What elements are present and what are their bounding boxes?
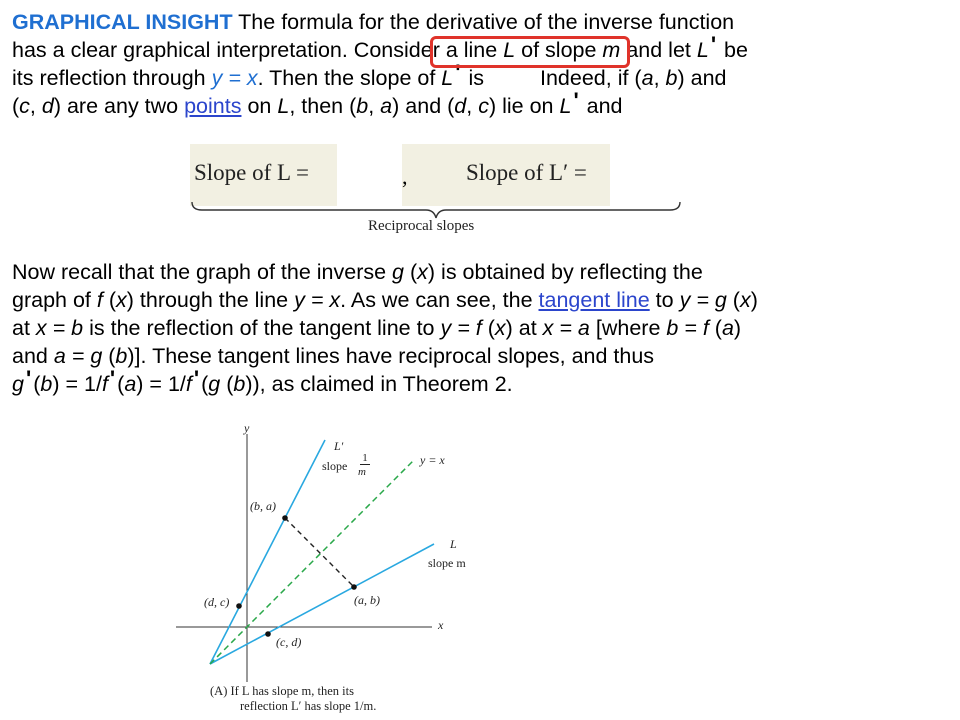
line-L-prime bbox=[210, 440, 325, 664]
text: )]. These tangent lines have reciprocal slopes, and thus bbox=[127, 344, 655, 368]
text: Now recall that the graph of the inverse bbox=[12, 260, 393, 284]
text: ( bbox=[201, 372, 209, 396]
y-equals-x-label: y = x bbox=[420, 453, 445, 467]
var-a: a bbox=[641, 66, 654, 90]
text: of slope bbox=[515, 38, 603, 62]
reflection-connector bbox=[285, 518, 354, 587]
prime-mark: ' bbox=[455, 60, 461, 85]
body-paragraph bbox=[12, 258, 948, 398]
prime-mark: ' bbox=[573, 88, 579, 113]
var-x: x bbox=[417, 260, 428, 284]
point-c-d-label: (c, d) bbox=[276, 635, 302, 649]
prime-mark: ' bbox=[193, 366, 200, 391]
var-L: L bbox=[441, 66, 454, 90]
var-b: b bbox=[356, 94, 369, 118]
slope-m-label: slope m bbox=[428, 556, 466, 570]
text: ( bbox=[102, 344, 116, 368]
text: ) bbox=[750, 288, 758, 312]
text: is bbox=[462, 66, 484, 90]
var-x: x bbox=[116, 288, 127, 312]
intro-line-1 bbox=[12, 8, 948, 36]
text: at bbox=[12, 316, 36, 340]
line-L bbox=[210, 544, 434, 664]
var-g: g bbox=[392, 260, 405, 284]
section-title: GRAPHICAL INSIGHT bbox=[12, 10, 233, 34]
var-m: m bbox=[602, 38, 621, 62]
body-line-2 bbox=[12, 286, 948, 314]
text: ) = 1/ bbox=[52, 372, 102, 396]
var-L: L bbox=[696, 38, 709, 62]
text: has a clear graphical interpretation. Consider a line bbox=[12, 38, 504, 62]
var-b: b bbox=[115, 344, 128, 368]
y-equals-x: y = x bbox=[211, 66, 258, 90]
text: ( bbox=[481, 316, 495, 340]
text: , bbox=[653, 66, 666, 90]
var-b: b bbox=[40, 372, 53, 396]
text: graph of bbox=[12, 288, 97, 312]
var-b: b bbox=[665, 66, 678, 90]
text: ( bbox=[220, 372, 234, 396]
text: ( bbox=[102, 288, 116, 312]
text: ) is obtained by reflecting the bbox=[427, 260, 703, 284]
text: , then ( bbox=[289, 94, 357, 118]
var-L: L bbox=[277, 94, 290, 118]
var-x: x bbox=[494, 316, 506, 340]
text: ) and ( bbox=[392, 94, 455, 118]
slope-of-L-label: Slope of L = bbox=[194, 160, 309, 185]
body-line-5 bbox=[12, 366, 948, 398]
var-f: f bbox=[101, 372, 108, 396]
text: Indeed, if ( bbox=[540, 66, 642, 90]
point-a-b-label: (a, b) bbox=[354, 593, 380, 607]
text: , bbox=[466, 94, 479, 118]
text: its reflection through bbox=[12, 66, 212, 90]
point-c-d bbox=[265, 631, 271, 637]
point-b-a-label: (b, a) bbox=[250, 499, 276, 513]
var-g: g bbox=[12, 372, 24, 396]
prime-mark: ' bbox=[25, 366, 32, 391]
L-prime-label: L′ bbox=[334, 439, 344, 453]
var-c: c bbox=[19, 94, 30, 118]
figure-caption bbox=[210, 684, 376, 714]
text: to bbox=[649, 288, 680, 312]
x-axis-label: x bbox=[438, 618, 444, 632]
prime-mark: ' bbox=[109, 366, 116, 391]
text: ( bbox=[12, 94, 20, 118]
text: The formula for the derivative of the inverse function bbox=[232, 10, 735, 34]
var-c: c bbox=[478, 94, 489, 118]
y-axis-label: y bbox=[244, 421, 250, 435]
point-d-c-label: (d, c) bbox=[204, 595, 230, 609]
formula-comma: , bbox=[402, 164, 408, 189]
y-equals-g: y = g bbox=[679, 288, 727, 312]
text: . Then the slope of bbox=[257, 66, 442, 90]
y-equals-x: y = x bbox=[294, 288, 341, 312]
var-a: a bbox=[721, 316, 734, 340]
text: ) at bbox=[505, 316, 543, 340]
text: ( bbox=[117, 372, 125, 396]
var-a: a bbox=[380, 94, 393, 118]
reciprocal-slopes-label: Reciprocal slopes bbox=[368, 218, 475, 234]
fraction-denominator: m bbox=[358, 466, 366, 478]
text: ) and bbox=[677, 66, 727, 90]
slope-of-Lprime-label: Slope of L′ = bbox=[466, 160, 587, 185]
text: ) are any two bbox=[53, 94, 185, 118]
body-line-4 bbox=[12, 342, 948, 370]
point-a-b bbox=[351, 584, 357, 590]
text: be bbox=[718, 38, 748, 62]
text: ( bbox=[404, 260, 418, 284]
line-y-equals-x bbox=[210, 460, 414, 664]
var-x: x bbox=[739, 288, 751, 312]
var-d: d bbox=[41, 94, 54, 118]
y-equals-f: y = f bbox=[440, 316, 482, 340]
text: and bbox=[12, 344, 54, 368]
points-link[interactable]: points bbox=[184, 94, 242, 118]
text: [where bbox=[589, 316, 667, 340]
text: and let bbox=[620, 38, 697, 62]
point-d-c bbox=[236, 603, 242, 609]
text: is the reflection of the tangent line to bbox=[83, 316, 441, 340]
text: )), as claimed in Theorem 2. bbox=[245, 372, 513, 396]
reflection-figure bbox=[170, 420, 470, 720]
text: , bbox=[368, 94, 381, 118]
var-d: d bbox=[454, 94, 467, 118]
body-line-1 bbox=[12, 258, 948, 286]
intro-line-3 bbox=[12, 60, 948, 92]
intro-line-4 bbox=[12, 88, 948, 120]
text: ) through the line bbox=[126, 288, 295, 312]
caption-line-2: reflection L′ has slope 1/m. bbox=[240, 699, 377, 713]
var-b: b bbox=[233, 372, 246, 396]
var-L: L bbox=[559, 94, 572, 118]
var-g: g bbox=[208, 372, 221, 396]
a-equals-g: a = g bbox=[53, 344, 103, 368]
body-line-3 bbox=[12, 314, 948, 342]
text: ) bbox=[733, 316, 742, 340]
highlight-box bbox=[430, 36, 630, 68]
text: ) = 1/ bbox=[136, 372, 186, 396]
fraction-numerator: 1 bbox=[360, 453, 370, 465]
var-f: f bbox=[185, 372, 192, 396]
b-equals-f: b = f bbox=[666, 316, 709, 340]
text: ( bbox=[33, 372, 41, 396]
reciprocal-slopes-formula bbox=[190, 144, 682, 240]
var-a: a bbox=[124, 372, 137, 396]
var-L: L bbox=[503, 38, 516, 62]
var-f: f bbox=[96, 288, 103, 312]
text: ( bbox=[708, 316, 722, 340]
slope-word-label: slope bbox=[322, 459, 348, 473]
point-b-a bbox=[282, 515, 288, 521]
x-equals-a: x = a bbox=[542, 316, 590, 340]
tangent-line-link[interactable]: tangent line bbox=[538, 288, 650, 312]
text: . As we can see, the bbox=[340, 288, 539, 312]
x-equals-b: x = b bbox=[35, 316, 84, 340]
L-label: L bbox=[450, 537, 457, 551]
prime-mark: ' bbox=[710, 32, 717, 57]
text: ( bbox=[726, 288, 740, 312]
text: on bbox=[241, 94, 278, 118]
caption-line-1: (A) If L has slope m, then its bbox=[210, 684, 354, 698]
text: and bbox=[580, 94, 623, 118]
text: ) lie on bbox=[488, 94, 560, 118]
text: , bbox=[29, 94, 42, 118]
brace-icon bbox=[190, 200, 682, 220]
